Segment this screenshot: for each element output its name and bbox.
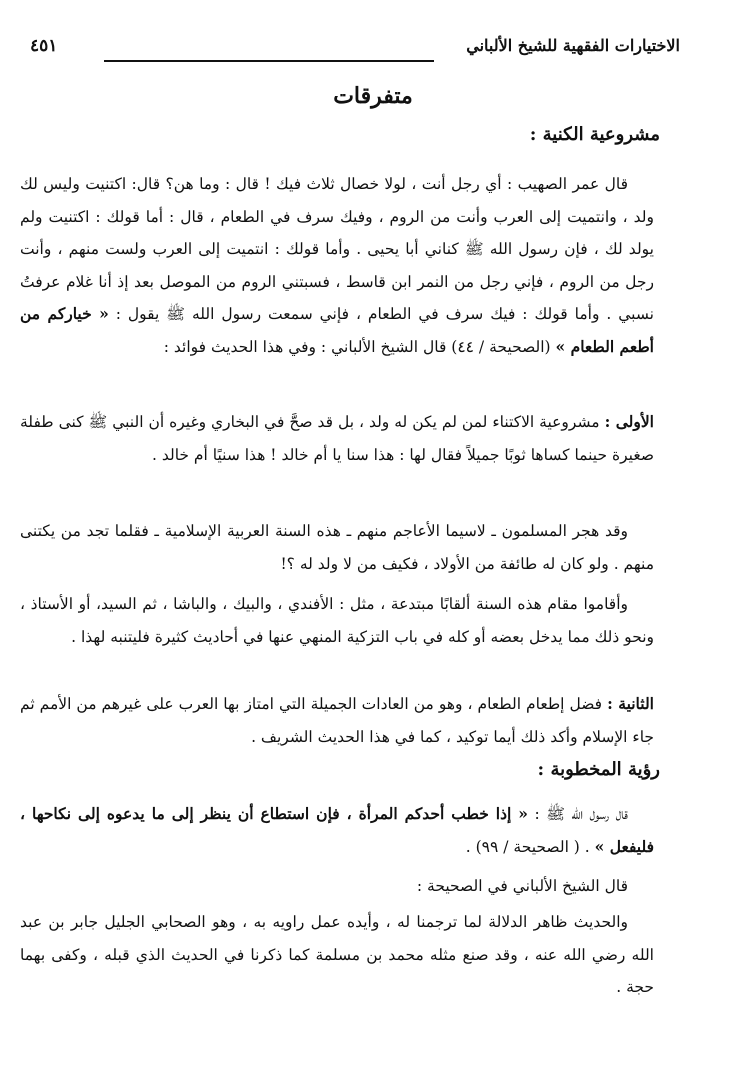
benefit-label-first: الأولى : xyxy=(604,412,654,431)
paragraph-text: قال رسول الله ﷺ : xyxy=(534,805,628,823)
benefit-label-second: الثانية : xyxy=(607,694,654,713)
section-heading-kunya: مشروعية الكنية : xyxy=(529,124,660,145)
page-number: ٤٥١ xyxy=(30,36,58,56)
paragraph-second-benefit xyxy=(20,688,654,753)
paragraph-muslims-abandoned: وقد هجر المسلمون ـ لاسيما الأعاجم منهم ـ هذه السنة العربية الإسلامية ـ فقلما تجد من يكتنى منهم . ولو كان له طائفة من الأولاد ، فكيف من لا ولد له ؟! xyxy=(20,522,654,573)
running-header-title: الاختيارات الفقهية للشيخ الألباني xyxy=(466,36,680,55)
paragraph-first-benefit xyxy=(20,406,654,471)
paragraph-khitba-hadith xyxy=(20,798,654,863)
paragraph-albani-says: قال الشيخ الألباني في الصحيحة : xyxy=(416,877,628,895)
hadith-quote: « إذا خطب أحدكم المرأة ، فإن استطاع أن ينظر إلى ما يدعوه إلى نكاحها ، فليفعل » xyxy=(20,804,654,856)
header-rule xyxy=(104,60,434,62)
reference-text: (الصحيحة / ٤٤) قال الشيخ الألباني : وفي هذا الحديث فوائد : xyxy=(163,337,551,356)
paragraph-text: فضل إطعام الطعام ، وهو من العادات الجميلة التي امتاز بها العرب على غيرهم من الأمم ثم جاء الإسلام وأكد ذلك أيما توكيد ، كما في هذا الحديث الشريف . xyxy=(20,695,654,746)
hadith-quote: « خياركم من أطعم الطعام » xyxy=(20,304,654,356)
paragraph-text: قال عمر الصهيب : أي رجل أنت ، لولا خصال ثلاث فيك ! قال : وما هن؟ قال: اكتنيت وليس لك ولد ، وانتميت إلى العرب وأنت من الروم ، وفيك سرف في الطعام ، قال : أما قولك : اكتنيت ولم يولد لك ، فإن رسول الله ﷺ كناني أبا يحيى . وأما قولك : انتميت إلى العرب ولست منهم ، وأنت رجل من الروم ، فإني رجل من النمر ابن قاسط ، فسبتني الروم من الموصل بعد إذ أنا غلام عرفتُ نسبي . وأما قولك : فيك سرف في الطعام ، فإني سمعت رسول الله ﷺ يقول : xyxy=(20,175,654,323)
paragraph-conclusion: والحديث ظاهر الدلالة لما ترجمنا له ، وأيده عمل راويه به ، وهو الصحابي الجليل جابر بن عبد الله رضي الله عنه ، وقد صنع مثله محمد بن مسلمة كما ذكرنا في الحديث الذي قبله ، وكفى بهما حجة . xyxy=(20,913,654,996)
chapter-title: متفرقات xyxy=(333,83,413,109)
paragraph-titles: وأقاموا مقام هذه السنة ألقابًا مبتدعة ، مثل : الأفندي ، والبيك ، والباشا ، ثم السيد، أو الأستاذ ، ونحو ذلك مما يدخل بعضه أو كله في باب التزكية المنهي عنها في أحاديث كثيرة فليتنبه لهذا . xyxy=(20,595,654,646)
reference-text: . ( الصحيحة / ٩٩) . xyxy=(465,837,590,856)
paragraph-text: مشروعية الاكتناء لمن لم يكن له ولد ، بل قد صحَّ في البخاري وغيره أن النبي ﷺ كنى طفلة صغيرة حينما كساها ثوبًا جميلاً فقال لها : هذا سنا يا أم خالد ! هذا سنيًا أم خالد . xyxy=(20,413,654,464)
paragraph-umar-suhaib xyxy=(20,168,654,363)
section-heading-khitba: رؤية المخطوبة : xyxy=(537,759,660,780)
